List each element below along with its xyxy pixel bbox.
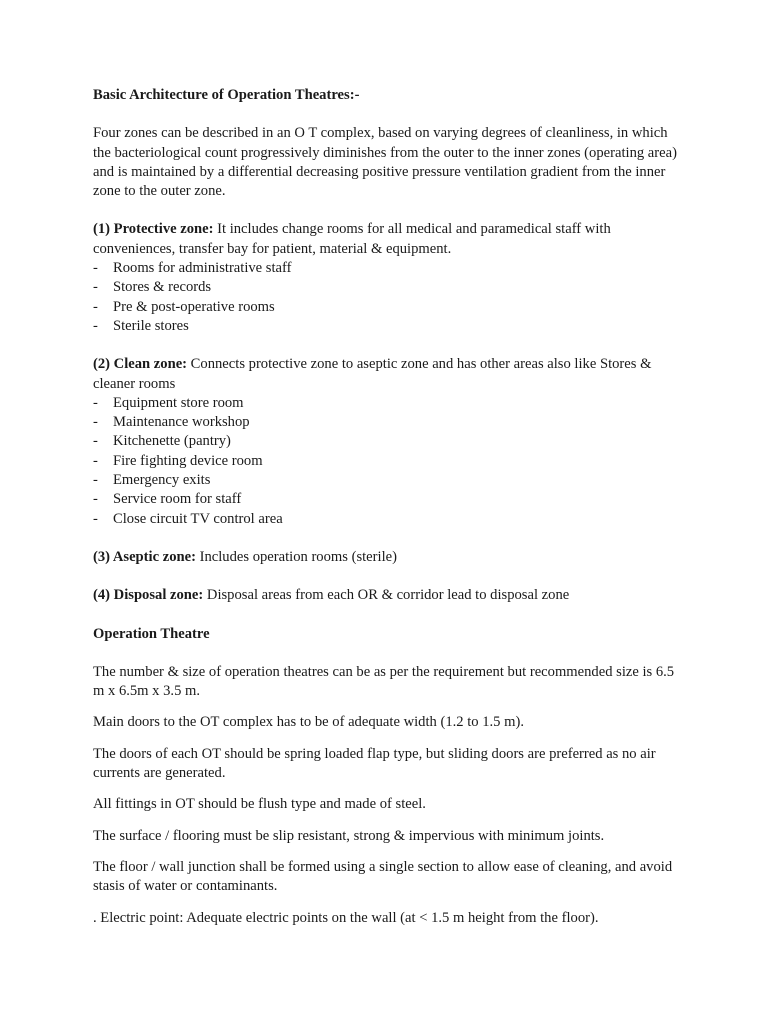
zone-heading: (1) Protective zone:	[93, 221, 214, 238]
zone-text: Connects protective zone to aseptic zone and has other areas also like Stores & cleaner rooms	[93, 356, 652, 392]
list-item: - Sterile stores	[93, 317, 189, 334]
list-item: - Maintenance workshop	[93, 414, 250, 431]
zone-description	[93, 355, 683, 394]
intro-paragraph: Four zones can be described in an O T complex, based on varying degrees of cleanliness, in which the bacteriological count progressively diminishes from the outer to the inner zones (operating area) and is maintained by a differential decreasing positive pressure ventilation gradient from the inner zone to the outer zone.	[93, 125, 677, 200]
zone-clean	[93, 355, 683, 529]
list-item: - Fire fighting device room	[93, 452, 263, 469]
zone-heading: (4) Disposal zone:	[93, 587, 204, 604]
list-item: - Close circuit TV control area	[93, 510, 283, 527]
list-item: - Stores & records	[93, 279, 212, 296]
paragraph: All fittings in OT should be flush type and made of steel.	[93, 796, 426, 813]
zone-text: Disposal areas from each OR & corridor lead to disposal zone	[203, 587, 570, 604]
list-item: - Equipment store room	[93, 394, 244, 411]
zone-aseptic	[93, 548, 683, 567]
list-item: - Emergency exits	[93, 472, 211, 489]
list-item: - Rooms for administrative staff	[93, 260, 292, 277]
paragraph: Main doors to the OT complex has to be of adequate width (1.2 to 1.5 m).	[93, 714, 524, 731]
paragraph: The number & size of operation theatres can be as per the requirement but recommended size is 6.5 m x 6.5m x 3.5 m.	[93, 663, 675, 700]
paragraph: The doors of each OT should be spring loaded flap type, but sliding doors are preferred as no air currents are generated.	[93, 745, 656, 782]
zone-item-list	[93, 259, 683, 336]
paragraph: The floor / wall junction shall be formed using a single section to allow ease of cleaning, and avoid stasis of water or contaminants.	[93, 858, 673, 895]
zone-protective	[93, 220, 683, 336]
document-title: Basic Architecture of Operation Theatres:-	[93, 87, 360, 103]
list-item: - Kitchenette (pantry)	[93, 433, 231, 450]
zone-text: Includes operation rooms (sterile)	[195, 548, 397, 565]
zone-heading: (3) Aseptic zone:	[93, 548, 196, 565]
list-item: - Service room for staff	[93, 491, 242, 508]
zone-description	[93, 220, 683, 259]
zone-text: It includes change rooms for all medical and paramedical staff with conveniences, transfer bay for patient, material & equipment.	[93, 221, 611, 257]
paragraph: . Electric point: Adequate electric points on the wall (at < 1.5 m height from the floor).	[93, 909, 599, 926]
list-item: - Pre & post-operative rooms	[93, 298, 275, 315]
zone-item-list	[93, 394, 683, 529]
paragraph: The surface / flooring must be slip resistant, strong & impervious with minimum joints.	[93, 827, 605, 844]
document-page	[93, 86, 683, 928]
section-heading: Operation Theatre	[93, 625, 210, 642]
zone-disposal	[93, 586, 683, 605]
zone-heading: (2) Clean zone:	[93, 356, 188, 373]
